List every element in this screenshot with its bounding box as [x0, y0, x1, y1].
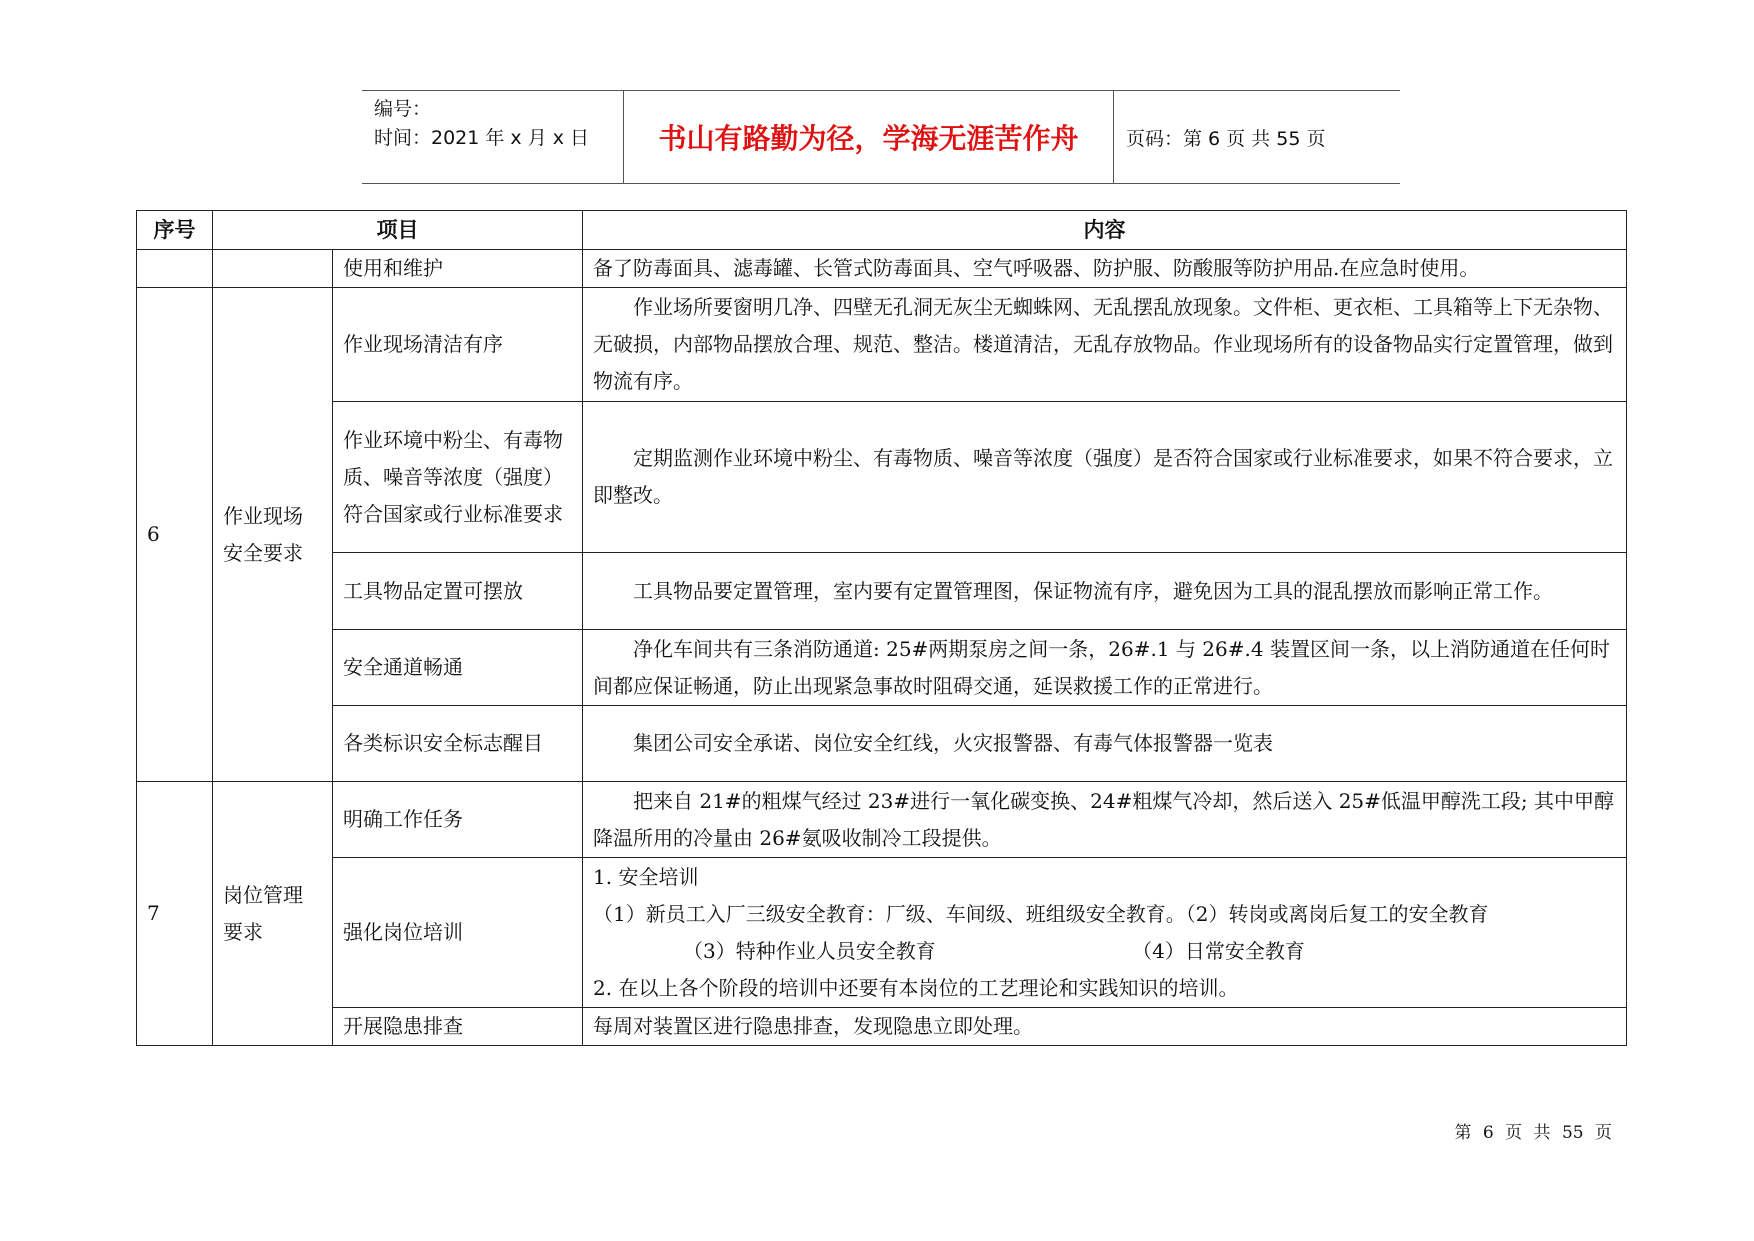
section-category: 作业现场安全要求: [213, 288, 333, 782]
header-item: 项目: [213, 211, 583, 250]
document-time-label: 时间：2021 年 x 月 x 日: [374, 127, 590, 149]
item-cell: 工具物品定置可摆放: [333, 553, 583, 630]
item-cell: 明确工作任务: [333, 782, 583, 858]
section-number: 6: [137, 288, 213, 782]
table-row: [137, 250, 1627, 288]
header-number: 序号: [137, 211, 213, 250]
training-line-1: 1. 安全培训: [593, 864, 699, 889]
content-cell: 作业场所要窗明几净、四壁无孔洞无灰尘无蜘蛛网、无乱摆乱放现象。文件柜、更衣柜、工具箱等上下无杂物、无破损，内部物品摆放合理、规范、整洁。楼道清洁，无乱存放物品。作业现场所有的设备物品实行定置管理，做到物流有序。: [583, 288, 1627, 402]
header-content: 内容: [583, 211, 1627, 250]
page-footer: 第 6 页 共 55 页: [1454, 1123, 1612, 1143]
item-cell: 开展隐患排查: [333, 1008, 583, 1046]
header-meta: [362, 91, 624, 183]
content-cell: 每周对装置区进行隐患排查，发现隐患立即处理。: [583, 1008, 1627, 1046]
content-cell: 备了防毒面具、滤毒罐、长管式防毒面具、空气呼吸器、防护服、防酸服等防护用品.在应急时使用。: [583, 250, 1627, 288]
table-row: [137, 630, 1627, 706]
item-cell: 作业环境中粉尘、有毒物质、噪音等浓度（强度）符合国家或行业标准要求: [333, 402, 583, 553]
table-row: [137, 858, 1627, 1008]
item-cell: 强化岗位培训: [333, 858, 583, 1008]
page-header: [362, 90, 1400, 184]
table-row: [137, 1008, 1627, 1046]
item-cell: 安全通道畅通: [333, 630, 583, 706]
header-page-info: 页码：第 6 页 共 55 页: [1126, 127, 1326, 150]
table-row: [137, 288, 1627, 402]
safety-requirements-table: [136, 210, 1627, 1046]
table-row: [137, 706, 1627, 782]
content-cell: 把来自 21#的粗煤气经过 23#进行一氧化碳变换、24#粗煤气冷却，然后送入 25#低温甲醇洗工段; 其中甲醇降温所用的冷量由 26#氨吸收制冷工段提供。: [583, 782, 1627, 858]
section-number: 7: [137, 782, 213, 1046]
training-line-2: （1）新员工入厂三级安全教育：厂级、车间级、班组级安全教育。（2）转岗或离岗后复工的安全教育 （3）特种作业人员安全教育 （4）日常安全教育: [593, 901, 1489, 963]
table-row: [137, 782, 1627, 858]
table-row: [137, 402, 1627, 553]
item-cell: 使用和维护: [333, 250, 583, 288]
content-cell: 定期监测作业环境中粉尘、有毒物质、噪音等浓度（强度）是否符合国家或行业标准要求，如果不符合要求，立即整改。: [583, 402, 1627, 553]
content-cell: [583, 858, 1627, 1008]
section-category: 岗位管理要求: [213, 782, 333, 1046]
table-row: [137, 553, 1627, 630]
document-number-label: 编号：: [374, 98, 432, 120]
content-cell: 集团公司安全承诺、岗位安全红线，火灾报警器、有毒气体报警器一览表: [583, 706, 1627, 782]
content-cell: 工具物品要定置管理，室内要有定置管理图，保证物流有序，避免因为工具的混乱摆放而影响正常工作。: [583, 553, 1627, 630]
item-cell: 作业现场清洁有序: [333, 288, 583, 402]
content-cell: 净化车间共有三条消防通道: 25#两期泵房之间一条，26#.1 与 26#.4 装置区间一条，以上消防通道在任何时间都应保证畅通，防止出现紧急事故时阻碍交通，延误救援工作的正常进行。: [583, 630, 1627, 706]
item-cell: 各类标识安全标志醒目: [333, 706, 583, 782]
training-line-3: 2. 在以上各个阶段的培训中还要有本岗位的工艺理论和实践知识的培训。: [593, 975, 1239, 1000]
header-motto: 书山有路勤为径，学海无涯苦作舟: [624, 91, 1114, 183]
table-header-row: [137, 211, 1627, 250]
